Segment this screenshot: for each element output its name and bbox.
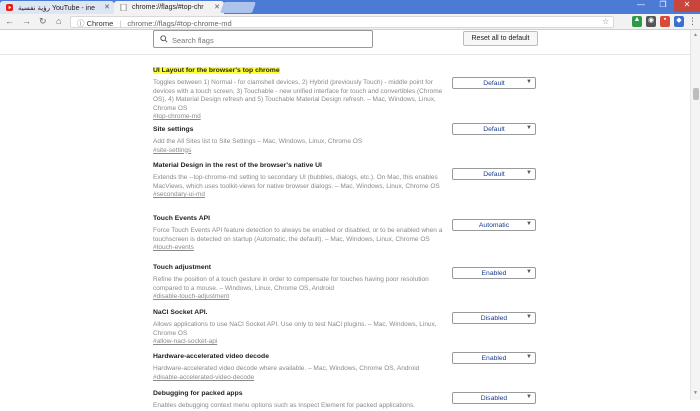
flag-description: Refine the position of a touch gesture in order to compensate for touches having poor resolution compared to a mouse. – Windows, Linux, Chrome OS, Android bbox=[153, 276, 429, 292]
flag-select[interactable] bbox=[452, 267, 536, 279]
flag-entry bbox=[153, 301, 448, 347]
search-input[interactable] bbox=[153, 30, 373, 48]
flag-select[interactable] bbox=[452, 219, 536, 231]
chevron-down-icon: ▼ bbox=[526, 354, 532, 360]
flag-title: Touch Events API bbox=[153, 215, 211, 222]
chevron-down-icon: ▼ bbox=[526, 79, 532, 85]
flag-anchor-link[interactable]: #touch-events bbox=[153, 244, 194, 252]
divider: | bbox=[119, 19, 122, 28]
search-placeholder: Search flags bbox=[172, 36, 214, 45]
search-icon bbox=[160, 35, 168, 43]
flag-anchor-link[interactable]: #secondary-ui-md bbox=[153, 191, 206, 199]
flag-description: Extends the --top-chrome-md setting to secondary UI (bubbles, dialogs, etc.). On Mac, this enables MacViews, which uses toolkit-views for native browser dialogs. – Mac, Windows, Linux, Chrome OS bbox=[153, 174, 440, 190]
document-icon bbox=[120, 4, 127, 11]
tab-label: chrome://flags/#top-chr bbox=[132, 4, 204, 11]
flag-anchor-link[interactable]: #disable-accelerated-video-decode bbox=[153, 373, 255, 381]
flag-entry bbox=[153, 59, 448, 122]
info-icon: ⓘ bbox=[77, 19, 85, 28]
flag-title: Hardware-accelerated video decode bbox=[153, 353, 269, 360]
chevron-down-icon: ▼ bbox=[526, 314, 532, 320]
flag-description: Enables debugging context menu options such as Inspect Element for packed applications. bbox=[153, 402, 415, 409]
back-icon[interactable]: ← bbox=[5, 16, 14, 26]
select-value: Default bbox=[483, 171, 505, 178]
select-value: Disabled bbox=[480, 395, 508, 402]
flag-entry bbox=[153, 382, 448, 411]
select-value: Default bbox=[483, 80, 505, 87]
tab-strip bbox=[0, 0, 700, 14]
close-icon[interactable]: ✕ bbox=[214, 4, 220, 11]
scroll-down-icon[interactable]: ▼ bbox=[693, 390, 698, 396]
divider bbox=[0, 54, 690, 55]
home-icon[interactable]: ⌂ bbox=[56, 16, 62, 26]
scrollbar[interactable] bbox=[690, 30, 700, 400]
chevron-down-icon: ▼ bbox=[526, 221, 532, 227]
reload-icon[interactable]: ↻ bbox=[39, 16, 47, 26]
toolbar bbox=[0, 14, 700, 30]
flag-title: Material Design in the rest of the browser's native UI bbox=[153, 162, 322, 169]
flag-title: NaCl Socket API. bbox=[153, 309, 208, 316]
close-icon[interactable]: ✕ bbox=[104, 4, 110, 11]
flag-select[interactable] bbox=[452, 123, 536, 135]
flag-title: Site settings bbox=[153, 126, 194, 133]
scrollbar-thumb[interactable] bbox=[693, 88, 699, 100]
flag-description: Allows applications to use NaCl Socket API. Use only to test NaCl plugins. – Mac, Windows, Linux, Chrome OS bbox=[153, 321, 437, 337]
flag-anchor-link[interactable]: #site-settings bbox=[153, 146, 192, 154]
flag-entry bbox=[153, 256, 448, 302]
flag-anchor-link[interactable]: #top-chrome-md bbox=[153, 113, 201, 121]
chevron-down-icon: ▼ bbox=[526, 269, 532, 275]
flag-title: Touch adjustment bbox=[153, 264, 212, 271]
close-window-icon[interactable]: ✕ bbox=[674, 0, 700, 12]
maximize-icon[interactable]: ❐ bbox=[659, 0, 667, 9]
select-value: Automatic bbox=[478, 222, 510, 229]
tab-flags[interactable] bbox=[114, 1, 224, 14]
flag-select[interactable] bbox=[452, 168, 536, 180]
extension-icon[interactable]: ◆ bbox=[674, 16, 684, 27]
reset-all-button[interactable]: Reset all to default bbox=[463, 31, 538, 46]
tab-youtube[interactable] bbox=[0, 1, 114, 14]
flag-select[interactable] bbox=[452, 312, 536, 324]
flag-entry bbox=[153, 118, 448, 155]
flag-title: UI Layout for the browser's top chrome bbox=[153, 67, 280, 74]
scheme-label: Chrome bbox=[86, 19, 114, 28]
select-value: Enabled bbox=[481, 270, 507, 277]
chevron-down-icon: ▼ bbox=[526, 125, 532, 131]
extension-icon[interactable]: ◉ bbox=[646, 16, 656, 27]
flag-description: Add the All Sites list to Site Settings – Mac, Windows, Linux, Chrome OS bbox=[153, 138, 363, 145]
flag-select[interactable] bbox=[452, 77, 536, 89]
flag-select[interactable] bbox=[452, 392, 536, 404]
youtube-icon bbox=[6, 4, 13, 11]
flag-select[interactable] bbox=[452, 352, 536, 364]
select-value: Default bbox=[483, 126, 505, 133]
tab-label: رؤية نفسية YouTube - ine bbox=[18, 5, 96, 12]
new-tab-button[interactable] bbox=[220, 2, 256, 13]
url-text: chrome://flags/#top-chrome-md bbox=[127, 19, 232, 28]
flags-page bbox=[0, 30, 690, 409]
flag-entry bbox=[153, 345, 448, 382]
minimize-icon[interactable]: — bbox=[637, 0, 645, 9]
flag-anchor-link[interactable]: #allow-nacl-socket-api bbox=[153, 338, 218, 346]
flag-title: Debugging for packed apps bbox=[153, 390, 243, 397]
flag-anchor-link[interactable]: #disable-touch-adjustment bbox=[153, 293, 230, 301]
extension-icon[interactable]: ▲ bbox=[632, 16, 642, 27]
flag-description: Hardware-accelerated video decode where available. – Mac, Windows, Chrome OS, Android bbox=[153, 365, 420, 372]
address-bar[interactable] bbox=[70, 16, 614, 28]
bookmark-star-icon[interactable]: ☆ bbox=[602, 17, 610, 26]
flag-entry bbox=[153, 207, 448, 253]
flag-entry bbox=[153, 154, 448, 200]
flag-description: Toggles between 1) Normal - for clamshell devices, 2) Hybrid (previously Touch) - middle point for devices with a touch screen, 3) Touchable - new unified interface for touch and convertibles (Chrome OS), 4) Material Design refresh and 5) Touchable Material Design refresh. – Mac, Windows, Linux, Chrome OS bbox=[153, 79, 443, 112]
chevron-down-icon: ▼ bbox=[526, 170, 532, 176]
flag-description: Force Touch Events API feature detection to always be enabled or disabled, or to be enabled when a touchscreen is detected on startup (Automatic, the default). – Mac, Windows, Linux, Chrome OS bbox=[153, 227, 443, 243]
forward-icon[interactable]: → bbox=[22, 16, 31, 26]
extension-icon[interactable]: ▪ bbox=[660, 16, 670, 27]
scroll-up-icon[interactable]: ▲ bbox=[693, 32, 698, 38]
select-value: Disabled bbox=[480, 315, 508, 322]
select-value: Enabled bbox=[481, 355, 507, 362]
chevron-down-icon: ▼ bbox=[526, 394, 532, 400]
menu-icon[interactable]: ⋮ bbox=[688, 16, 697, 26]
